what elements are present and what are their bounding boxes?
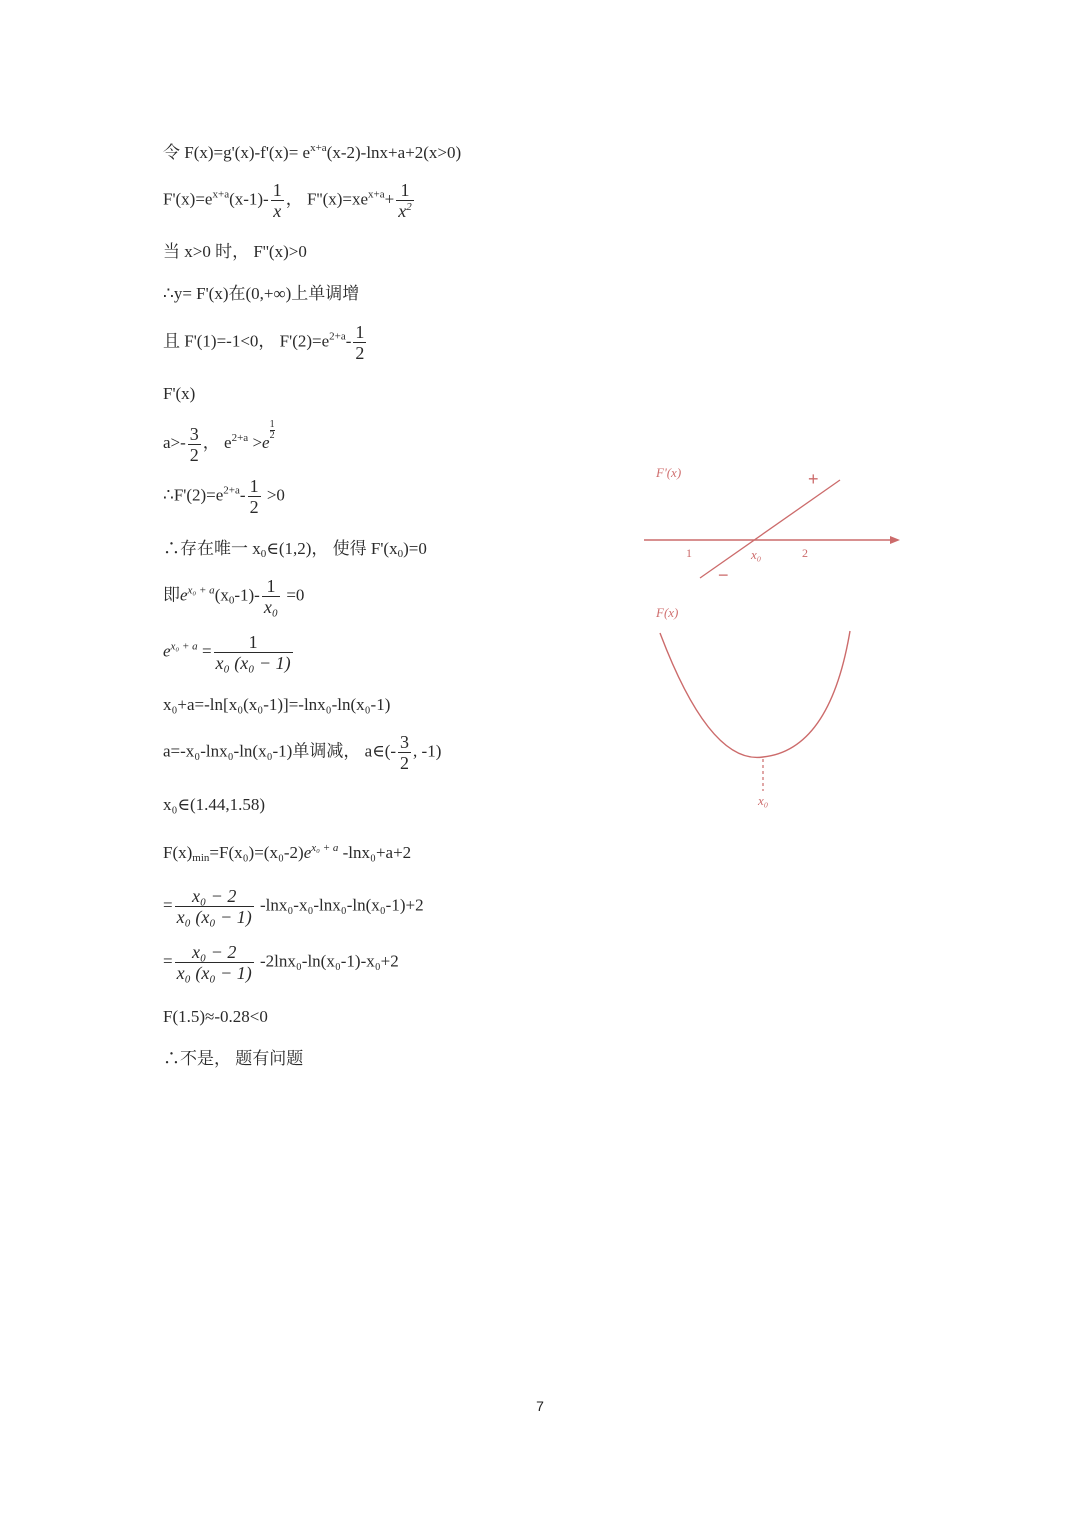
numerator: 3 [400, 732, 410, 752]
numerator: 1 [249, 476, 259, 496]
text: (x-1)- [229, 189, 269, 209]
text: -lnx₀+a+2 [338, 843, 412, 862]
text: 令 F(x)=g'(x)-f'(x)= e [163, 143, 311, 162]
text: ∴存在唯一 x [163, 539, 261, 558]
function-sketch-figure [630, 455, 920, 825]
superscript: x₀ + a [170, 640, 198, 653]
tick-label-2: 2 [802, 546, 808, 560]
equation-line-19 [163, 1048, 303, 1070]
text: a>- [163, 433, 186, 452]
text: + [384, 189, 395, 209]
text: (x-2)-lnx+a+2(x>0) [326, 143, 462, 162]
axis-arrowhead-icon [890, 536, 900, 544]
equation-line-11 [163, 632, 295, 673]
superscript: x₀ + a [187, 584, 215, 597]
equation-line-2 [163, 180, 416, 221]
plus-sign: + [808, 469, 819, 489]
superscript: 2 [406, 201, 412, 213]
superscript-fraction [270, 420, 275, 441]
tick-label-x0: x₀ [751, 547, 762, 562]
subscript: 0 [228, 594, 235, 607]
text: ∴y= F'(x)在(0,+∞)上单调增 [163, 284, 360, 303]
equation-line-5 [163, 322, 368, 363]
equation-line-4 [163, 283, 359, 305]
text: F(1.5)≈-0.28<0 [163, 1007, 268, 1026]
numerator: 1 [248, 632, 258, 652]
tick-label-1: 1 [686, 546, 692, 560]
fraction [188, 424, 201, 465]
equation-line-9 [163, 538, 427, 560]
text: ， e [202, 433, 232, 452]
text: ∴不是， 题有问题 [163, 1049, 304, 1068]
superscript: 2+a [329, 330, 346, 343]
sketch-svg [630, 455, 920, 825]
denominator: 2 [400, 753, 410, 773]
fraction [271, 180, 284, 221]
text: = [163, 895, 173, 915]
equation-line-10 [163, 576, 304, 617]
text: e [262, 433, 270, 452]
text: 且 F'(1)=-1<0， F'(2)=e [163, 331, 330, 351]
minus-sign: − [718, 565, 729, 585]
numerator: 3 [189, 423, 199, 444]
subscript: min [192, 852, 210, 864]
numerator: 1 [355, 322, 365, 342]
numerator: 1 [272, 180, 282, 200]
text: x₀∈(1.44,1.58) [163, 795, 266, 814]
fraction [353, 322, 366, 363]
fraction [396, 180, 414, 221]
text: , -1) [413, 741, 442, 761]
text: F'(x)=e [163, 189, 213, 209]
top-graph-label: F'(x) [656, 465, 682, 480]
text: x₀+a=-ln[x₀(x₀-1)]=-lnx₀-ln(x₀-1) [163, 695, 391, 714]
text: -lnx₀-x₀-lnx₀-ln(x₀-1)+2 [255, 895, 424, 915]
text: ， F''(x)=xe [285, 189, 369, 209]
text: a=-x₀-lnx₀-ln(x₀-1)单调减， a∈(- [163, 741, 397, 761]
superscript: x₀ + a [311, 842, 339, 854]
equation-line-13 [163, 732, 441, 773]
text: = [197, 641, 212, 661]
text: > [248, 433, 263, 452]
superscript: 2+a [231, 432, 249, 444]
text: e [303, 843, 312, 862]
fraction [175, 942, 254, 983]
equation-line-7 [163, 420, 275, 465]
denominator: x [271, 200, 284, 221]
numerator: 1 [266, 576, 276, 596]
text: e [180, 585, 188, 605]
bottom-graph-label: F(x) [656, 605, 679, 620]
text: - [239, 485, 246, 505]
subscript: 0 [397, 548, 404, 560]
denominator: x₀ (x₀ − 1) [176, 907, 252, 927]
equation-line-3 [163, 241, 307, 263]
superscript: 2+a [223, 484, 240, 497]
page-number: 7 [536, 1398, 544, 1414]
text: 当 x>0 时， F''(x)>0 [163, 242, 307, 261]
text: - [345, 331, 352, 351]
fraction [248, 476, 261, 517]
fraction [214, 632, 293, 673]
text: (x [214, 585, 229, 605]
text: F(x) [163, 843, 193, 862]
denominator: x₀ [263, 597, 279, 617]
text: ∴F'(2)=e [163, 485, 224, 505]
subscript: 0 [260, 548, 267, 560]
equation-line-18 [163, 1006, 268, 1028]
numerator: x₀ − 2 [191, 886, 237, 906]
superscript: x+a [212, 188, 230, 201]
text: -1)- [234, 585, 260, 605]
denominator: x₀ (x₀ − 1) [215, 653, 291, 673]
equation-line-14 [163, 794, 265, 816]
superscript: x+a [310, 142, 327, 154]
denominator: 2 [355, 343, 365, 363]
derivative-line [700, 480, 840, 578]
equation-line-8 [163, 476, 285, 517]
equation-line-15 [163, 842, 411, 864]
denominator: 2 [189, 444, 199, 465]
fraction [398, 732, 411, 773]
superscript: x+a [368, 188, 385, 201]
numerator: 1 [269, 419, 275, 430]
function-curve [660, 631, 850, 757]
denominator [396, 200, 414, 221]
equation-line-1 [163, 142, 461, 164]
text: ∈(1,2)， 使得 F'(x [266, 539, 398, 558]
fraction [175, 886, 254, 927]
text: =F(x₀)=(x₀-2) [209, 843, 304, 862]
denominator: x₀ (x₀ − 1) [176, 963, 252, 983]
numerator: 1 [400, 180, 410, 200]
text: >0 [262, 485, 285, 505]
text: 即 [163, 585, 180, 605]
equation-line-16 [163, 886, 424, 927]
fraction [262, 576, 280, 617]
text: -2lnx₀-ln(x₀-1)-x₀+2 [255, 951, 399, 971]
text: = [163, 951, 173, 971]
text: x [398, 201, 407, 221]
text: )=0 [403, 539, 427, 558]
numerator: x₀ − 2 [191, 942, 237, 962]
equation-line-6 [163, 383, 195, 405]
text: e [163, 641, 171, 661]
text: F'(x) [163, 384, 196, 403]
equation-line-12 [163, 694, 390, 716]
denominator: 2 [249, 497, 259, 517]
minimum-x0-label: x₀ [758, 793, 769, 808]
text: =0 [282, 585, 305, 605]
equation-line-17 [163, 942, 399, 983]
denominator: 2 [269, 430, 275, 441]
